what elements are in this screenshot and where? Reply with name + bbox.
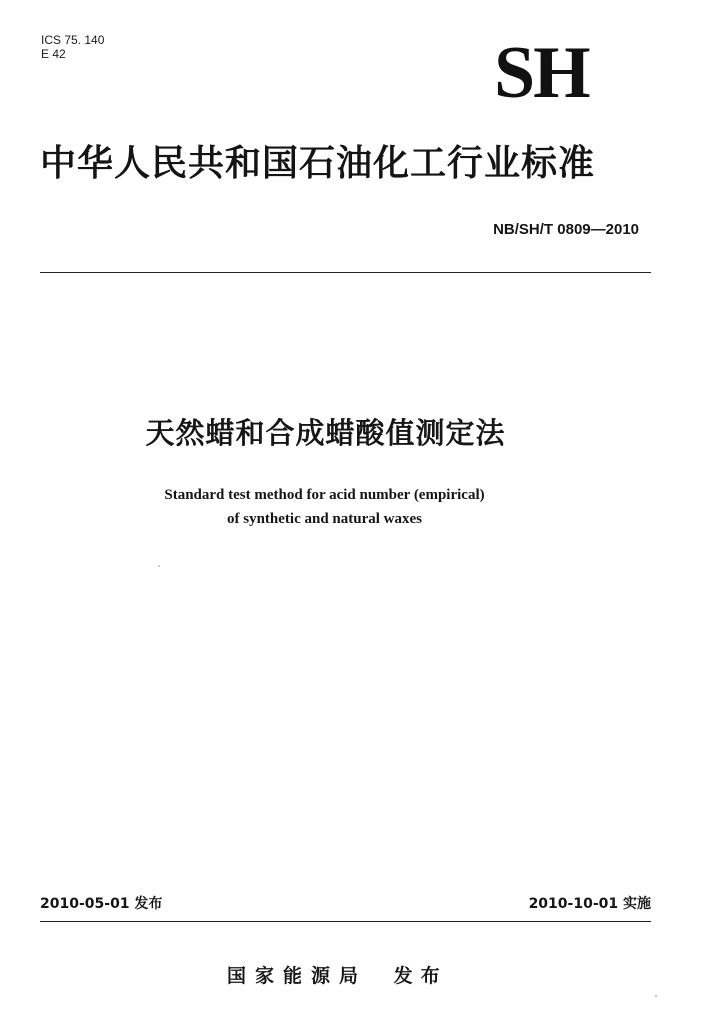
sh-logo: SH xyxy=(494,32,589,114)
classification-codes xyxy=(41,33,104,61)
document-title-chinese: 天然蜡和合成蜡酸值测定法 xyxy=(145,416,506,450)
document-title-english xyxy=(0,483,701,531)
class-code: E 42 xyxy=(41,47,66,61)
top-divider xyxy=(40,272,651,273)
english-title-line-1: Standard test method for acid number (empirical) xyxy=(164,487,485,503)
standard-number: NB/SH/T 0809—2010 xyxy=(493,221,639,238)
issuer-action: 发布 xyxy=(393,965,448,987)
effective-date: 2010-10-01 实施 xyxy=(528,896,651,912)
scan-speck xyxy=(655,995,657,997)
bottom-divider xyxy=(40,921,651,922)
english-title-line-2: of synthetic and natural waxes xyxy=(226,511,422,527)
issuer-organization: 国家能源局 xyxy=(227,965,368,987)
issuer-line xyxy=(227,963,448,989)
ics-code: ICS 75. 140 xyxy=(41,33,105,47)
standard-category-title: 中华人民共和国石油化工行业标准 xyxy=(40,143,596,184)
publish-date: 2010-05-01 发布 xyxy=(40,896,163,912)
scan-speck xyxy=(158,565,160,567)
